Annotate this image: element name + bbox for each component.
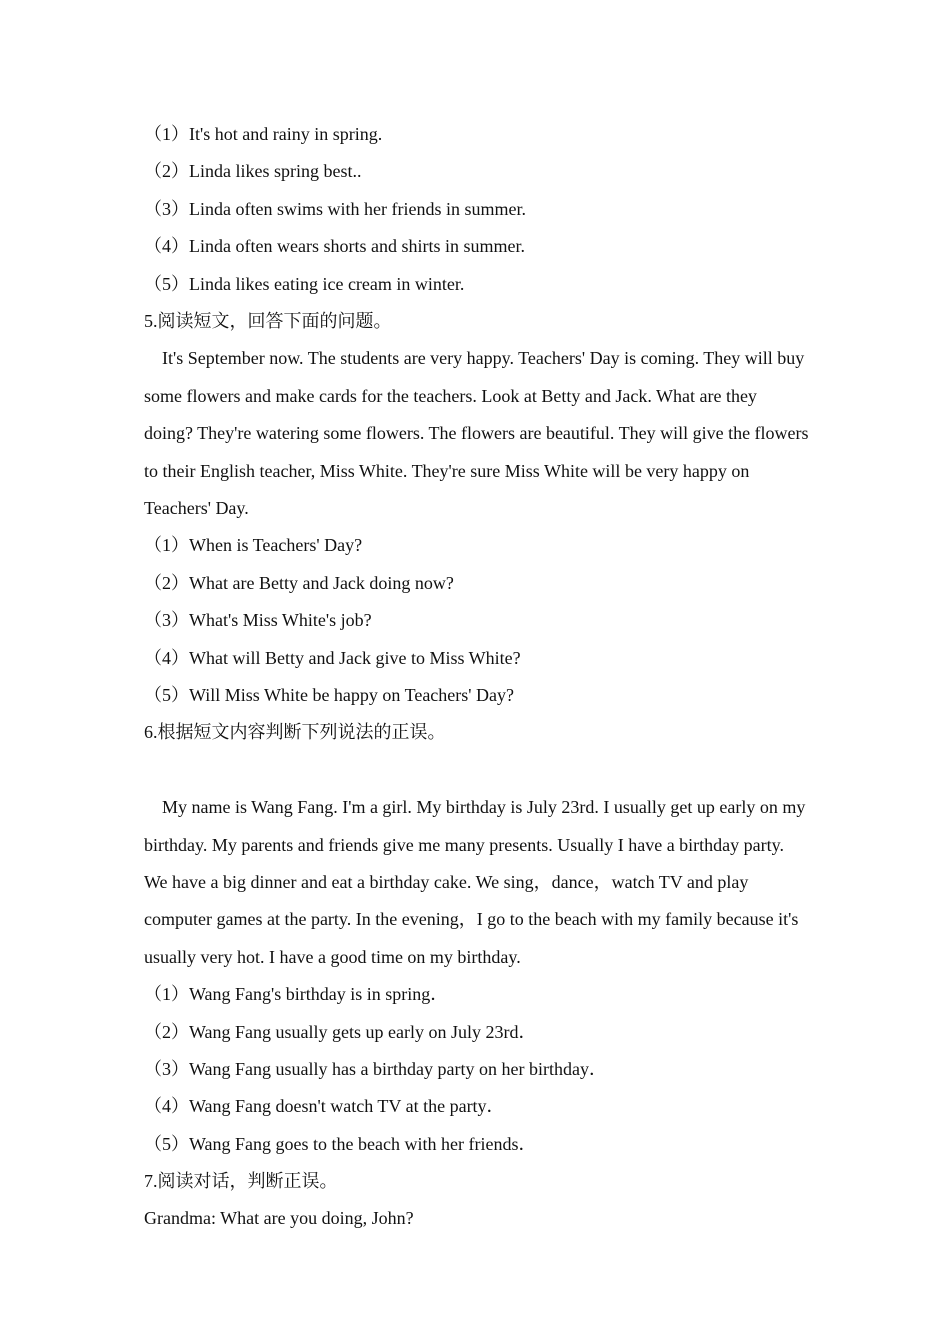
statement-item: （3）Wang Fang usually has a birthday party on her birthday． <box>144 1058 607 1079</box>
question-item: （4）What will Betty and Jack give to Miss White? <box>144 647 521 668</box>
section-6-heading: 6.根据短文内容判断下列说法的正误。 <box>144 722 446 743</box>
statement-item: （5）Linda likes eating ice cream in winter. <box>144 273 465 294</box>
question-item: （5）Will Miss White be happy on Teachers' Day? <box>144 684 515 705</box>
statement-item: （4）Wang Fang doesn't watch TV at the party． <box>144 1096 505 1117</box>
question-item: （1）When is Teachers' Day? <box>144 535 363 556</box>
question-item: （2）What are Betty and Jack doing now? <box>144 572 454 593</box>
question-item: （3）What's Miss White's job? <box>144 610 372 631</box>
section-5-heading: 5.阅读短文，回答下面的问题。 <box>144 310 392 331</box>
page-content <box>144 116 810 1238</box>
blank-line <box>144 752 810 789</box>
statement-item: （1）Wang Fang's birthday is in spring． <box>144 984 449 1005</box>
statement-item: （2）Wang Fang usually gets up early on July 23rd． <box>144 1021 537 1042</box>
statement-item: （5）Wang Fang goes to the beach with her friends． <box>144 1133 537 1154</box>
statement-item: （4）Linda often wears shorts and shirts in summer. <box>144 236 525 257</box>
dialogue-line: Grandma: What are you doing, John? <box>144 1208 414 1229</box>
section-7-heading: 7.阅读对话，判断正误。 <box>144 1171 338 1192</box>
statement-item: （1）It's hot and rainy in spring. <box>144 124 383 144</box>
statement-item: （3）Linda often swims with her friends in summer. <box>144 198 526 219</box>
section-5-passage: It's September now. The students are very happy. Teachers' Day is coming. They will buy some flowers and make cards for the teachers. Look at Betty and Jack. What are they doing? They're watering some flowers. The flowers are beautiful. They will give the flowers to their English teacher, Miss White. They're sure Miss White will be very happy on Teachers' Day. <box>144 348 809 518</box>
section-6-passage: My name is Wang Fang. I'm a girl. My birthday is July 23rd. I usually get up early on my birthday. My parents and friends give me many presents. Usually I have a birthday party. We have a big dinner and eat a birthday cake. We sing，dance，watch TV and play computer games at the party. In the evening，I go to the beach with my family because it's usually very hot. I have a good time on my birthday. <box>144 797 806 967</box>
statement-item: （2）Linda likes spring best.. <box>144 161 362 182</box>
